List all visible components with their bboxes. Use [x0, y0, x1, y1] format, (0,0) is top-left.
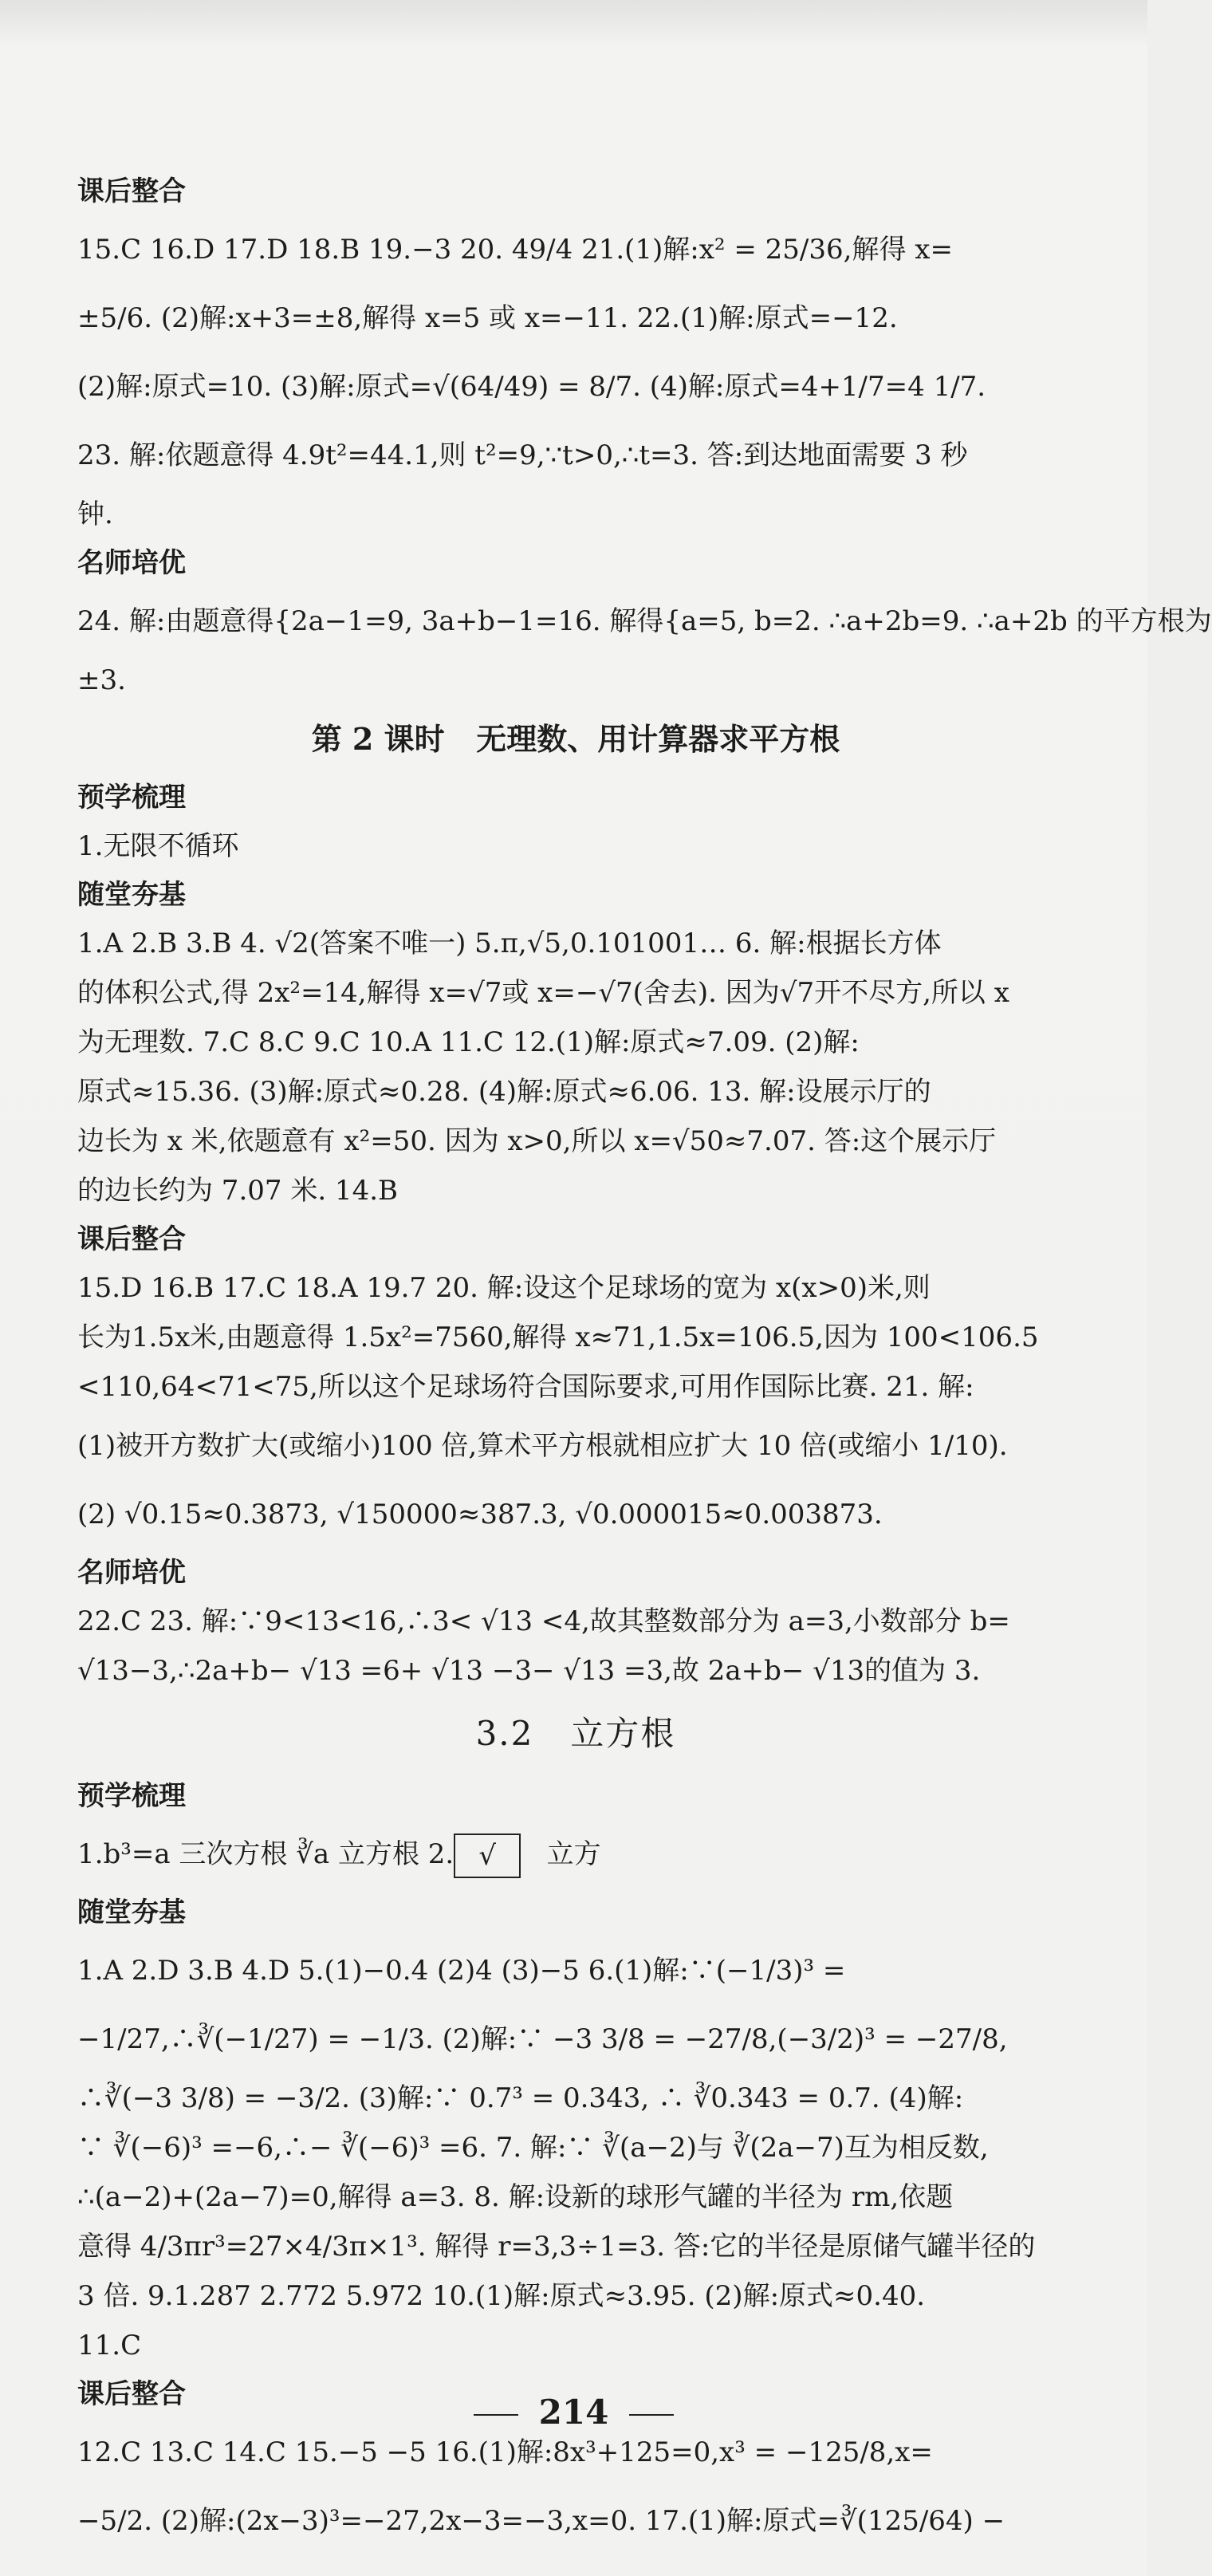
- section-title: 3.2 立方根: [475, 1714, 676, 1753]
- page-number: 214: [538, 2393, 609, 2432]
- answer-line: 意得 4/3πr³=27×4/3π×1³. 解得 r=3,3÷1=3. 答:它的半径是原储气罐半径的: [77, 2231, 1036, 2263]
- answer-line: −1/27,∴∛(−1/27) = −1/3. (2)解:∵ −3 3/8 = −27/8,(−3/2)³ = −27/8,: [77, 2023, 1008, 2055]
- answer-line: <110,64<71<75,所以这个足球场符合国际要求,可用作国际比赛. 21. 解:: [77, 1371, 974, 1403]
- answer-line: 边长为 x 米,依题意有 x²=50. 因为 x>0,所以 x=√50≈7.07. 答:这个展示厅: [77, 1125, 997, 1157]
- answer-line: 22.C 23. 解:∵9<13<16,∴3< √13 <4,故其整数部分为 a=3,小数部分 b=: [77, 1605, 1010, 1637]
- section-heading: 预学梳理: [77, 782, 186, 813]
- answer-line: 3 倍. 9.1.287 2.772 5.972 10.(1)解:原式≈3.95. (2)解:原式≈0.40.: [77, 2280, 926, 2312]
- answer-line: [77, 1820, 1074, 1889]
- answer-text: 1.b³=a 三次方根 ∛a 立方根 2.: [77, 1838, 454, 1870]
- answer-line: −5/2. (2)解:(2x−3)³=−27,2x−3=−3,x=0. 17.(1)解:原式=∛(125/64) −: [77, 2505, 1005, 2537]
- answer-line: ∵ ∛(−6)³ =−6,∴− ∛(−6)³ =6. 7. 解:∵ ∛(a−2)与 ∛(2a−7)互为相反数,: [77, 2132, 989, 2164]
- section-heading: 名师培优: [77, 1557, 186, 1589]
- section-heading: 预学梳理: [77, 1780, 186, 1812]
- page-footer: [0, 2393, 1147, 2432]
- section-heading: 课后整合: [77, 1223, 186, 1255]
- section-heading: 随堂夯基: [77, 879, 186, 911]
- section-heading: 名师培优: [77, 547, 186, 579]
- answer-line: (1)被开方数扩大(或缩小)100 倍,算术平方根就相应扩大 10 倍(或缩小 1/10).: [77, 1430, 1008, 1462]
- section-heading: 课后整合: [77, 2378, 186, 2410]
- answer-line: 的体积公式,得 2x²=14,解得 x=√7或 x=−√7(舍去). 因为√7开不尽方,所以 x: [77, 977, 1009, 1009]
- section-heading: 课后整合: [77, 175, 186, 207]
- answer-line: 长为1.5x米,由题意得 1.5x²=7560,解得 x≈71,1.5x=106.5,因为 100<106.5: [77, 1321, 1039, 1353]
- answer-line: 的边长约为 7.07 米. 14.B: [77, 1175, 398, 1207]
- answer-line: (2) √0.15≈0.3873, √150000≈387.3, √0.000015≈0.003873.: [77, 1499, 883, 1530]
- answer-line: 24. 解:由题意得{2a−1=9, 3a+b−1=16. 解得{a=5, b=2. ∴a+2b=9. ∴a+2b 的平方根为: [77, 605, 1212, 637]
- answer-line: √13−3,∴2a+b− √13 =6+ √13 −3− √13 =3,故 2a+b− √13的值为 3.: [77, 1655, 981, 1687]
- answer-line: 15.D 16.B 17.C 18.A 19.7 20. 解:设这个足球场的宽为 x(x>0)米,则: [77, 1272, 931, 1304]
- answer-text: 立方: [521, 1838, 601, 1870]
- answer-line: 1.无限不循环: [77, 830, 239, 862]
- answer-line: ∴(a−2)+(2a−7)=0,解得 a=3. 8. 解:设新的球形气罐的半径为 rm,依题: [77, 2181, 954, 2213]
- answer-line: (2)解:原式=10. (3)解:原式=√(64/49) = 8/7. (4)解:原式=4+1/7=4 1/7.: [77, 371, 986, 403]
- section-heading: 随堂夯基: [77, 1897, 186, 1928]
- lesson-title: 第 2 课时 无理数、用计算器求平方根: [311, 721, 840, 757]
- radical-symbol-box: √: [454, 1834, 521, 1878]
- answer-line: 15.C 16.D 17.D 18.B 19.−3 20. 49/4 21.(1)解:x² = 25/36,解得 x=: [77, 234, 953, 266]
- answer-line: 钟.: [77, 498, 113, 530]
- answer-line: 12.C 13.C 14.C 15.−5 −5 16.(1)解:8x³+125=0,x³ = −125/8,x=: [77, 2436, 933, 2468]
- footer-dash-right: [629, 2414, 674, 2416]
- answer-line: 原式≈15.36. (3)解:原式≈0.28. (4)解:原式≈6.06. 13. 解:设展示厅的: [77, 1076, 931, 1108]
- footer-dash-left: [474, 2414, 518, 2416]
- answer-line: 1.A 2.D 3.B 4.D 5.(1)−0.4 (2)4 (3)−5 6.(1)解:∵(−1/3)³ =: [77, 1955, 846, 1987]
- answer-line: 为无理数. 7.C 8.C 9.C 10.A 11.C 12.(1)解:原式≈7.09. (2)解:: [77, 1026, 860, 1058]
- answer-line: ±3.: [77, 664, 126, 696]
- answer-content: [77, 167, 1212, 2555]
- answer-line: 23. 解:依题意得 4.9t²=44.1,则 t²=9,∵t>0,∴t=3. 答:到达地面需要 3 秒: [77, 439, 968, 471]
- answer-line: 1.A 2.B 3.B 4. √2(答案不唯一) 5.π,√5,0.101001… 6. 解:根据长方体: [77, 928, 942, 959]
- answer-line: ∴∛(−3 3/8) = −3/2. (3)解:∵ 0.7³ = 0.343, ∴ ∛0.343 = 0.7. (4)解:: [77, 2082, 964, 2114]
- answer-line: 11.C: [77, 2330, 142, 2361]
- answer-line: ±5/6. (2)解:x+3=±8,解得 x=5 或 x=−11. 22.(1)解:原式=−12.: [77, 302, 898, 334]
